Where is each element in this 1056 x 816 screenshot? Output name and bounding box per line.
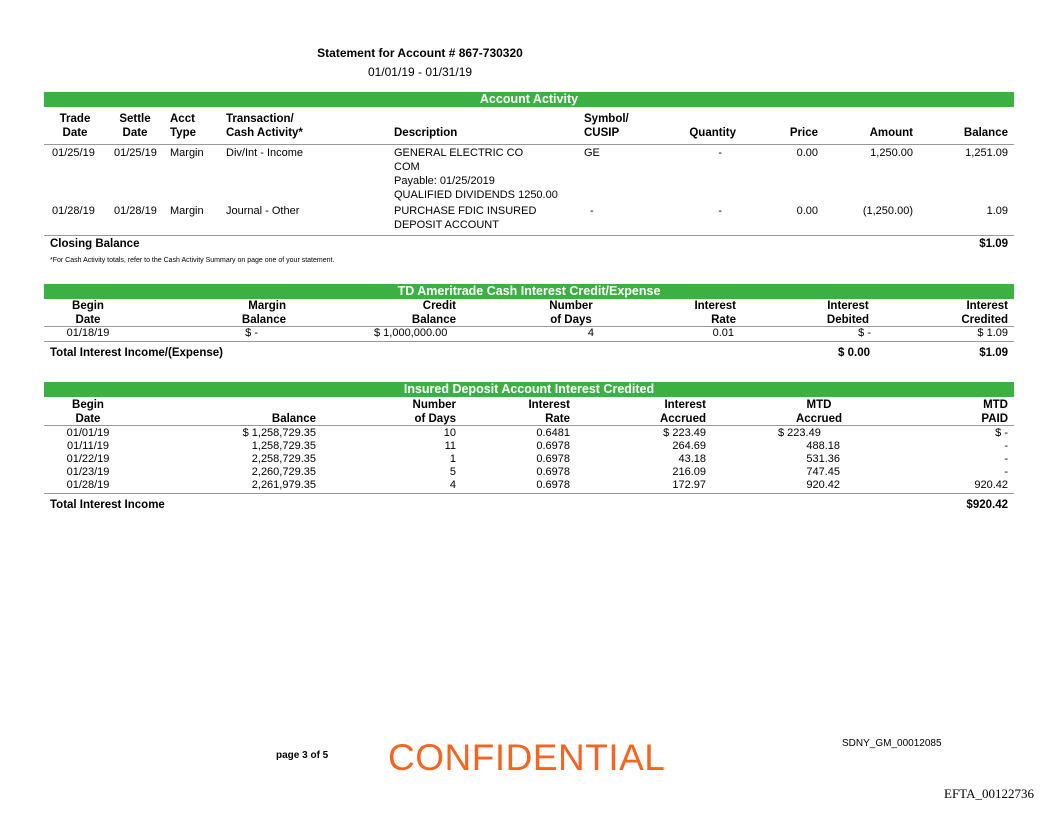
- col-mtd-accrued: MTD Accrued: [795, 399, 843, 425]
- cash-activity-footnote: *For Cash Activity totals, refer to the Cash Activity Summary on page one of your statement.: [50, 257, 335, 264]
- quantity: -: [718, 205, 722, 217]
- page-number: page 3 of 5: [276, 750, 329, 761]
- interest-accrued: $ 223.49: [663, 427, 706, 439]
- col-interest-debited: Interest Debited: [826, 300, 870, 326]
- number-of-days: 10: [443, 427, 456, 439]
- balance: 2,258,729.35: [251, 453, 316, 465]
- number-of-days: 5: [449, 466, 456, 478]
- total-interest-income-label: Total Interest Income: [50, 499, 165, 511]
- interest-accrued: 172.97: [672, 479, 706, 491]
- cash-total-divider: [44, 341, 1014, 342]
- statement-period: 01/01/19 - 01/31/19: [367, 65, 473, 79]
- interest-accrued: 43.18: [678, 453, 706, 465]
- begin-date: 01/23/19: [66, 466, 110, 478]
- col-margin-balance: Margin Balance: [241, 300, 286, 326]
- header-divider: [44, 144, 1014, 145]
- settle-date: 01/25/19: [114, 147, 157, 159]
- symbol: -: [590, 205, 594, 217]
- mtd-accrued: $ 223.49: [778, 427, 821, 439]
- cash-interest-heading: TD Ameritrade Cash Interest Credit/Expense: [44, 284, 1014, 299]
- col-interest-rate: Interest Rate: [694, 300, 736, 326]
- description: GENERAL ELECTRIC CO COM Payable: 01/25/2019 QUALIFIED DIVIDENDS 1250.00: [394, 147, 558, 201]
- col-begin-date: Begin Date: [72, 300, 104, 326]
- total-interest-income-value: $920.42: [966, 499, 1008, 511]
- begin-date: 01/01/19: [66, 427, 110, 439]
- closing-divider: [44, 235, 1014, 236]
- interest-rate: 0.6481: [536, 427, 570, 439]
- mtd-paid: -: [1004, 466, 1008, 478]
- balance: 2,261,979.35: [251, 479, 316, 491]
- margin-balance: $ -: [245, 327, 258, 339]
- mtd-accrued: 747.45: [806, 466, 840, 478]
- balance: $ 1,258,729.35: [242, 427, 316, 439]
- interest-rate: 0.6978: [536, 453, 570, 465]
- acct-type: Margin: [170, 205, 204, 217]
- insured-deposit-heading: Insured Deposit Account Interest Credited: [44, 382, 1014, 397]
- price: 0.00: [796, 205, 818, 217]
- transaction-type: Journal - Other: [226, 205, 300, 217]
- acct-type: Margin: [170, 147, 204, 159]
- begin-date: 01/22/19: [66, 453, 110, 465]
- balance: 1,258,729.35: [251, 440, 316, 452]
- confidential-stamp: CONFIDENTIAL: [388, 737, 666, 778]
- balance: 1,251.09: [965, 147, 1008, 159]
- col-interest-accrued: Interest Accrued: [659, 399, 706, 425]
- interest-accrued: 264.69: [672, 440, 706, 452]
- col-begin-date: Begin Date: [72, 399, 104, 425]
- begin-date: 01/28/19: [66, 479, 110, 491]
- mtd-paid: -: [1004, 453, 1008, 465]
- col-trade-date: Trade Date: [59, 113, 91, 139]
- col-number-of-days: Number of Days: [549, 300, 593, 326]
- col-settle-date: Settle Date: [119, 113, 151, 139]
- col-quantity: Quantity: [689, 127, 736, 139]
- interest-accrued: 216.09: [672, 466, 706, 478]
- col-credit-balance: Credit Balance: [411, 300, 456, 326]
- balance: 1.09: [986, 205, 1008, 217]
- col-description: Description: [394, 127, 458, 139]
- col-amount: Amount: [869, 127, 913, 139]
- begin-date: 01/11/19: [66, 440, 109, 452]
- amount: 1,250.00: [870, 147, 913, 159]
- credit-balance: $ 1,000,000.00: [374, 327, 448, 339]
- col-transaction: Transaction/ Cash Activity*: [226, 113, 303, 139]
- total-interest-debited: $ 0.00: [838, 347, 870, 359]
- mtd-accrued: 531.36: [806, 453, 840, 465]
- trade-date: 01/25/19: [52, 147, 95, 159]
- insured-total-divider: [44, 493, 1014, 494]
- mtd-paid: $ -: [995, 427, 1008, 439]
- interest-rate: 0.01: [712, 327, 734, 339]
- balance: 2,260,729.35: [251, 466, 316, 478]
- total-interest-label: Total Interest Income/(Expense): [50, 347, 223, 359]
- col-mtd-paid: MTD PAID: [981, 399, 1008, 425]
- col-acct-type: Acct Type: [170, 113, 196, 139]
- number-of-days: 11: [444, 440, 456, 452]
- transaction-type: Div/Int - Income: [226, 147, 304, 159]
- col-price: Price: [789, 127, 818, 139]
- col-number-of-days: Number of Days: [412, 399, 456, 425]
- quantity: -: [718, 147, 722, 159]
- mtd-paid: 920.42: [974, 479, 1008, 491]
- interest-debited: $ -: [858, 327, 871, 339]
- col-balance: Balance: [271, 413, 316, 425]
- total-interest-credited: $1.09: [979, 347, 1008, 359]
- description: PURCHASE FDIC INSURED DEPOSIT ACCOUNT: [394, 205, 537, 231]
- col-interest-credited: Interest Credited: [961, 300, 1008, 326]
- interest-rate: 0.6978: [536, 440, 570, 452]
- number-of-days: 1: [449, 453, 456, 465]
- col-symbol: Symbol/ CUSIP: [584, 113, 629, 139]
- interest-rate: 0.6978: [536, 479, 570, 491]
- price: 0.00: [796, 147, 818, 159]
- mtd-accrued: 488.18: [806, 440, 840, 452]
- mtd-paid: -: [1004, 440, 1008, 452]
- interest-credited: $ 1.09: [977, 327, 1008, 339]
- mtd-accrued: 920.42: [806, 479, 840, 491]
- number-of-days: 4: [449, 479, 456, 491]
- efta-number: EFTA_00122736: [944, 786, 1034, 801]
- symbol: GE: [584, 147, 600, 159]
- begin-date: 01/18/19: [66, 327, 110, 339]
- interest-rate: 0.6978: [536, 466, 570, 478]
- trade-date: 01/28/19: [52, 205, 95, 217]
- number-of-days: 4: [587, 327, 594, 339]
- account-activity-heading: Account Activity: [44, 92, 1014, 107]
- col-interest-rate: Interest Rate: [528, 399, 570, 425]
- amount: (1,250.00): [862, 205, 913, 217]
- closing-balance-label: Closing Balance: [50, 238, 140, 250]
- bates-number: SDNY_GM_00012085: [842, 738, 942, 749]
- closing-balance-value: $1.09: [979, 238, 1008, 250]
- statement-title: Statement for Account # 867-730320: [317, 46, 523, 60]
- settle-date: 01/28/19: [114, 205, 157, 217]
- col-balance: Balance: [963, 127, 1008, 139]
